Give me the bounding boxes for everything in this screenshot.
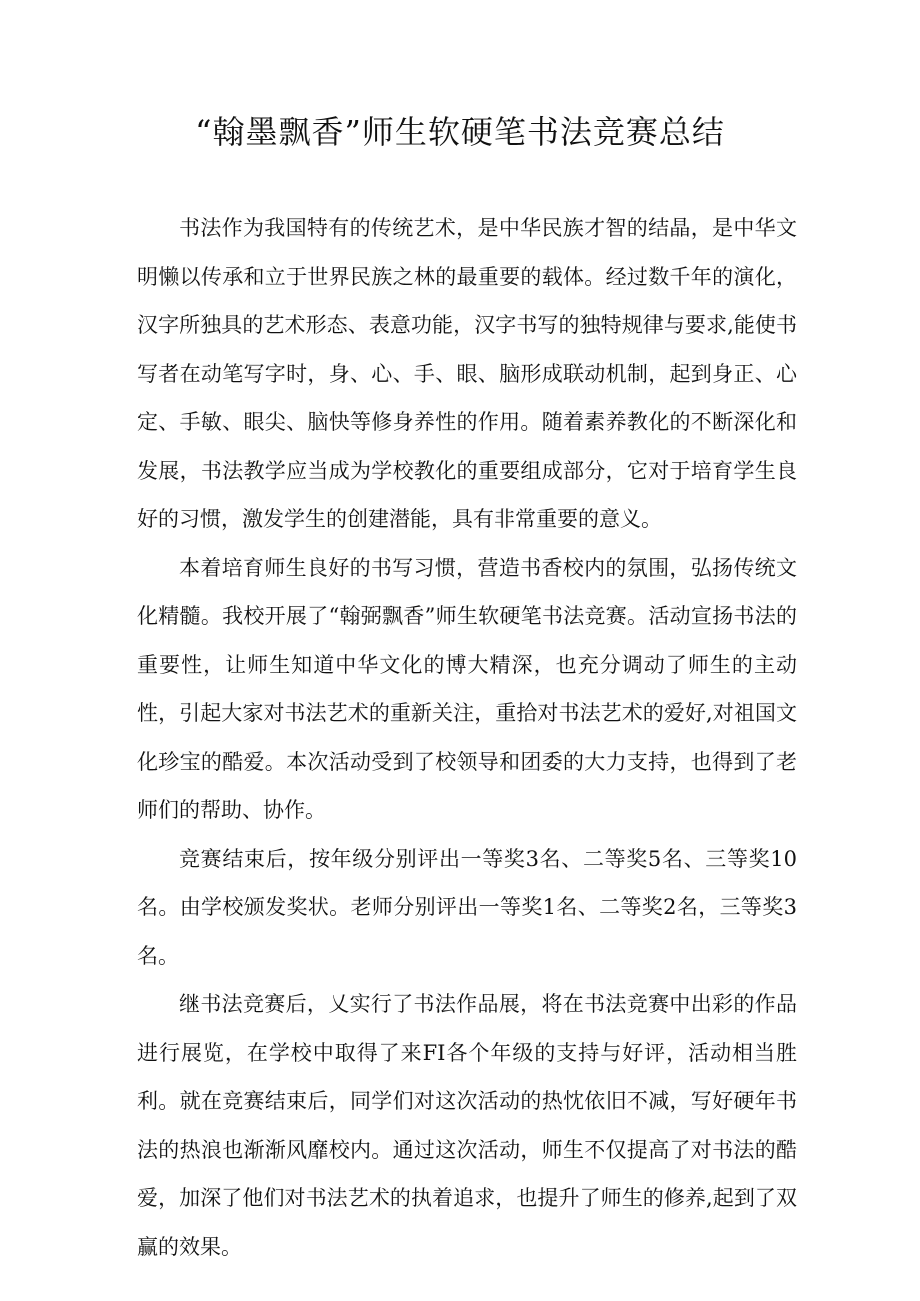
paragraph-conclusion: 继书法竞赛后，乂实行了书法作品展，将在书法竞赛中出彩的作品进行展览，在学校中取得了来FI各个年级的支持与好评，活动相当胜利。就在竞赛结束后，同学们对这次活动的热忱依旧不减，写好硬年书法的热浪也渐渐风靡校内。通过这次活动，师生不仅提高了对书法的酷爱，加深了他们对书法艺术的执着追求，也提升了师生的修养,起到了双赢的效果。 (137, 992, 797, 1259)
paragraph-activity: 本着培育师生良好的书写习惯，营造书香校内的氛围，弘扬传统文化精髓。我校开展了“翰弼飘香”师生软硬笔书法竞赛。活动宣扬书法的重要性，让师生知道中华文化的博大精深，也充分调动了师生的主动性，引起大家对书法艺术的重新关注，重拾对书法艺术的爱好,对祖国文化珍宝的酷爱。本次活动受到了校领导和团委的大力支持，也得到了老师们的帮助、协作。 (137, 555, 797, 822)
document-body (137, 204, 797, 1271)
paragraph-intro: 书法作为我国特有的传统艺术，是中华民族才智的结晶，是中华文明懒以传承和立于世界民族之林的最重要的载体。经过数千年的演化，汉字所独具的艺术形态、表意功能，汉字书写的独特规律与要求,能使书写者在动笔写字时，身、心、手、眼、脑形成联动机制，起到身正、心定、手敏、眼尖、脑快等修身养性的作用。随着素养教化的不断深化和发展，书法教学应当成为学校教化的重要组成部分，它对于培育学生良好的习惯，激发学生的创建潜能，具有非常重要的意义。 (137, 216, 797, 531)
paragraph-awards: 竞赛结束后，按年级分别评出一等奖3名、二等奖5名、三等奖10名。由学校颁发奖状。老师分别评出一等奖1名、二等奖2名，三等奖3名。 (137, 846, 797, 968)
document-title: “翰墨飘香”师生软硬笔书法竞赛总结 (195, 113, 725, 151)
